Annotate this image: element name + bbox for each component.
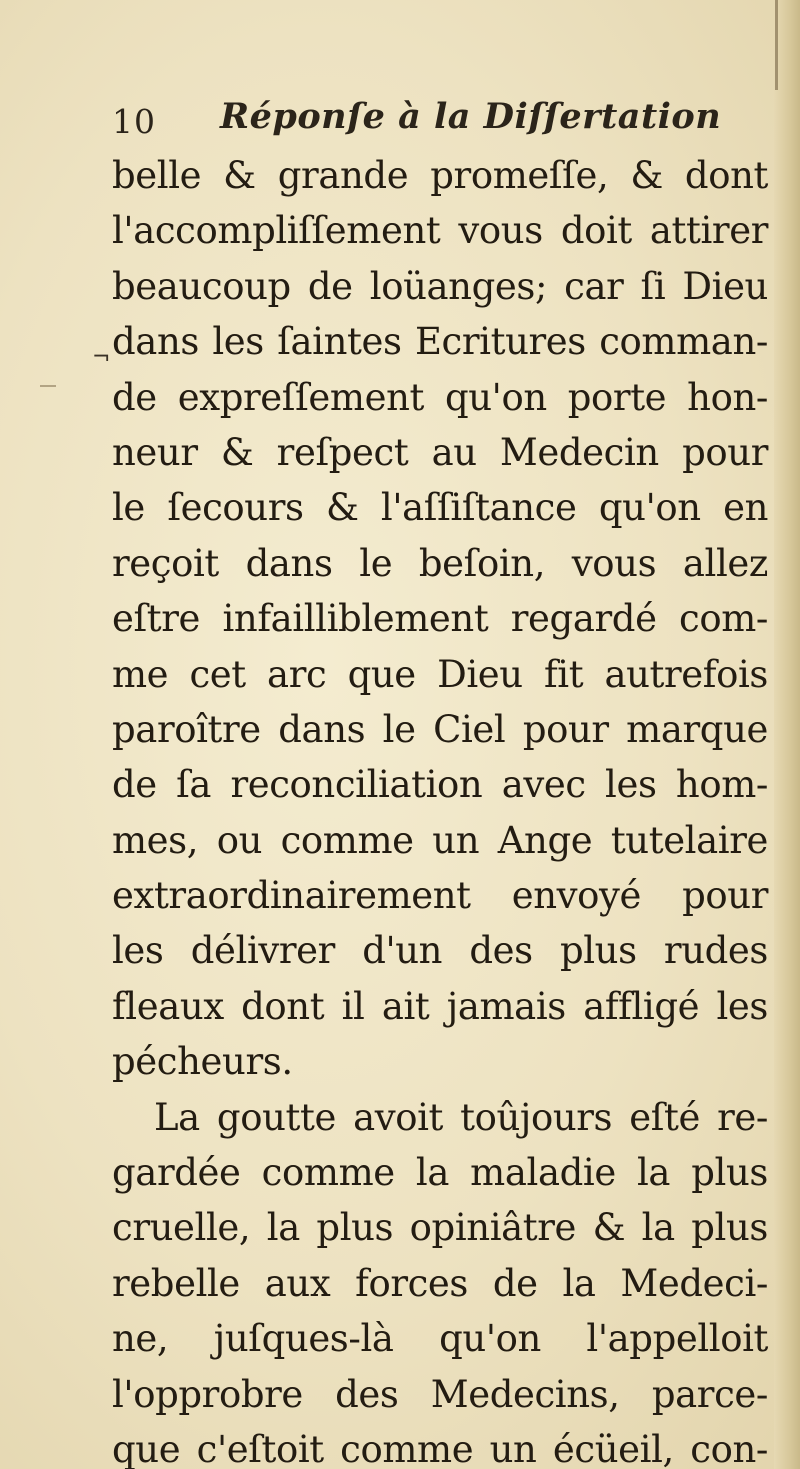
text-line: rebelle aux forces de la Medeci- bbox=[112, 1261, 768, 1305]
text-line: dans les ſaintes Ecritures comman- bbox=[112, 320, 768, 364]
paragraph-end-line: pécheurs. bbox=[112, 1040, 293, 1084]
binding-mark bbox=[775, 0, 778, 90]
running-title: Réponſe à la Diſſertation bbox=[220, 96, 722, 137]
page-number: 10 bbox=[112, 102, 156, 141]
page-edge bbox=[774, 0, 800, 1469]
text-line: belle & grande promeſſe, & dont bbox=[112, 154, 768, 197]
text-line: l'accompliſſement vous doit attirer bbox=[112, 209, 768, 253]
text-line: les délivrer d'un des plus rudes bbox=[112, 929, 768, 973]
text-line: paroître dans le Ciel pour marque bbox=[112, 707, 768, 751]
text-line: gardée comme la maladie la plus bbox=[112, 1151, 768, 1195]
text-line: l'opprobre des Medecins, parce- bbox=[112, 1372, 768, 1416]
text-line: beaucoup de loüanges; car ſi Dieu bbox=[112, 264, 768, 308]
text-line: neur & reſpect au Medecin pour bbox=[112, 430, 768, 474]
text-line: cruelle, la plus opiniâtre & la plus bbox=[112, 1206, 768, 1250]
text-line: ne, juſques-là qu'on l'appelloit bbox=[112, 1317, 768, 1361]
text-line: eſtre infailliblement regardé com- bbox=[112, 597, 768, 641]
margin-dash bbox=[40, 385, 56, 387]
text-line: de ſa reconciliation avec les hom- bbox=[112, 763, 768, 807]
text-line: reçoit dans le beſoin, vous allez bbox=[112, 541, 768, 585]
page-header bbox=[112, 96, 752, 156]
text-line: de expreſſement qu'on porte hon- bbox=[112, 375, 768, 419]
paragraph-start-line: La goutte avoit toûjours eſté re- bbox=[154, 1095, 768, 1139]
text-line: extraordinairement envoyé pour bbox=[112, 874, 768, 918]
text-line: que c'eſtoit comme un écüeil, con- bbox=[112, 1427, 768, 1469]
text-line: mes, ou comme un Ange tutelaire bbox=[112, 818, 768, 862]
text-line: fleaux dont il ait jamais affligé les bbox=[112, 984, 768, 1028]
margin-annotation: ¬ bbox=[92, 345, 111, 370]
text-line: le ſecours & l'aſſiſtance qu'on en bbox=[112, 486, 768, 530]
text-line: me cet arc que Dieu fit autrefois bbox=[112, 652, 768, 696]
body-text bbox=[112, 148, 768, 1469]
